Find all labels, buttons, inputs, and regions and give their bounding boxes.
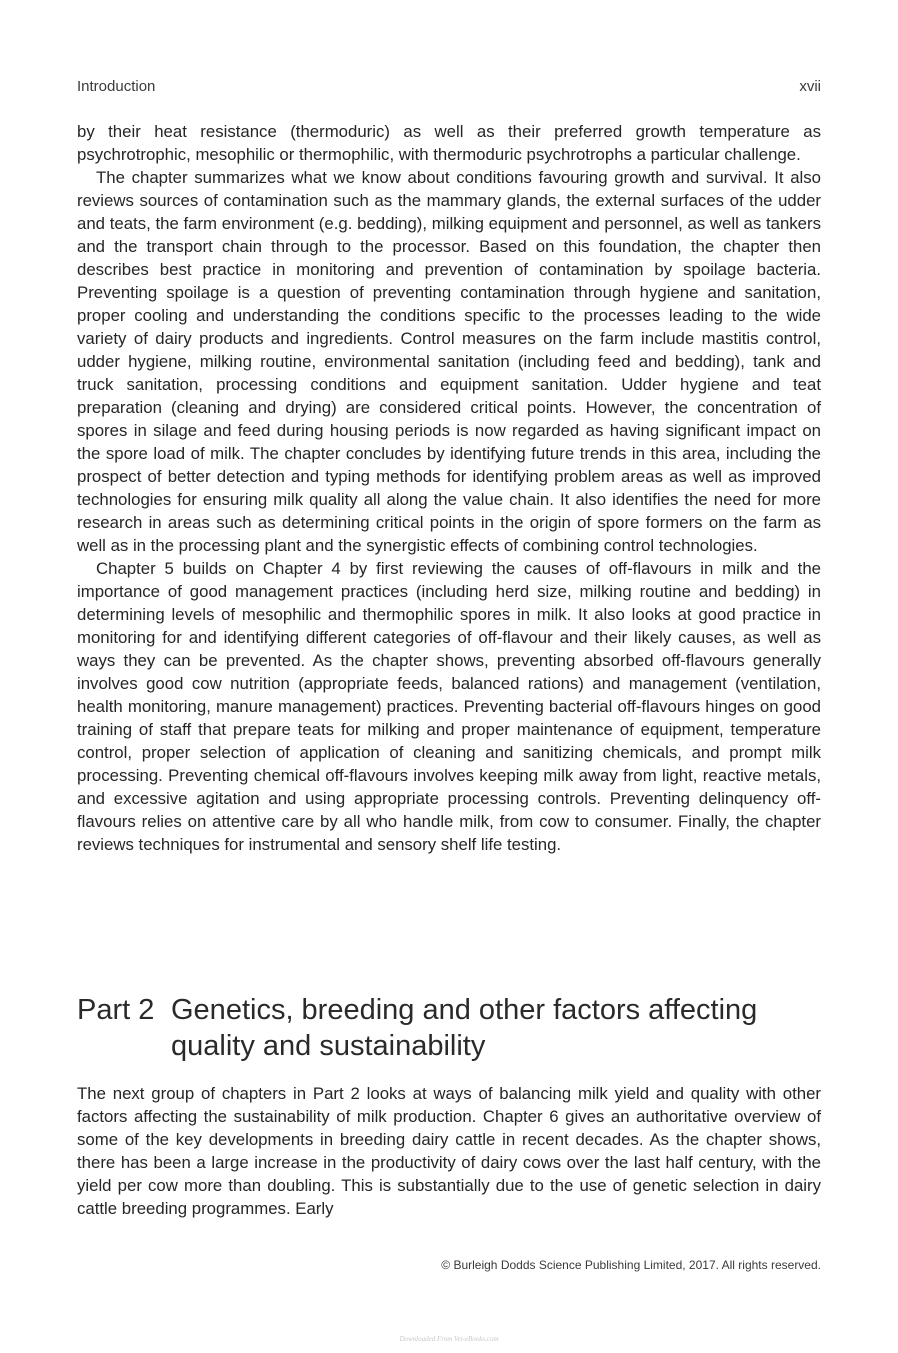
copyright-notice: © Burleigh Dodds Science Publishing Limited, 2017. All rights reserved. — [441, 1258, 821, 1272]
part-heading — [77, 992, 821, 1064]
page-number: xvii — [799, 78, 821, 95]
section-1-body — [77, 120, 821, 856]
paragraph-chapter-5-summary: Chapter 5 builds on Chapter 4 by first reviewing the causes of off-flavours in milk and the importance of good management practices (including herd size, milking routine and bedding) in determining levels of mesophilic and thermophilic spores in milk. It also looks at good practice in monitoring for and identifying different categories of off-flavour and their likely causes, as well as ways they can be prevented. As the chapter shows, preventing absorbed off-flavours generally involves good cow nutrition (appropriate feeds, balanced rations) and management (ventilation, health monitoring, manure management) practices. Preventing bacterial off-flavours hinges on good training of staff that prepare teats for milking and proper maintenance of equipment, temperature control, proper selection of application of cleaning and sanitizing chemicals, and prompt milk processing. Preventing chemical off-flavours involves keeping milk away from light, reactive metals, and excessive agitation and using appropriate processing controls. Preventing delinquency off-flavours relies on attentive care by all who handle milk, from cow to consumer. Finally, the chapter reviews techniques for instrumental and sensory shelf life testing. — [77, 559, 821, 854]
part-title: Genetics, breeding and other factors affecting quality and sustainability — [171, 994, 758, 1062]
running-head-section-title: Introduction — [77, 78, 156, 95]
part-number: Part 2 — [77, 994, 155, 1026]
paragraph-continuation: by their heat resistance (thermoduric) as well as their preferred growth temperature as psychrotrophic, mesophilic or thermophilic, with thermoduric psychrotrophs a particular challenge. — [77, 122, 821, 164]
download-watermark: Downloaded From Vet-eBooks.com — [399, 1335, 499, 1343]
paragraph-chapter-4-summary: The chapter summarizes what we know about conditions favouring growth and survival. It also reviews sources of contamination such as the mammary glands, the external surfaces of the udder and teats, the farm environment (e.g. bedding), milking equipment and personnel, as well as tankers and the transport chain through to the processor. Based on this foundation, the chapter then describes best practice in monitoring and prevention of contamination by spoilage bacteria. Preventing spoilage is a question of preventing contamination through hygiene and sanitation, proper cooling and understanding the conditions specific to the processes leading to the wide variety of dairy products and ingredients. Control measures on the farm include mastitis control, udder hygiene, milking routine, environmental sanitation (including feed and bedding), tank and truck sanitation, processing conditions and equipment sanitation. Udder hygiene and teat preparation (cleaning and drying) are considered critical points. However, the concentration of spores in silage and feed during housing periods is now regarded as having significant impact on the spore load of milk. The chapter concludes by identifying future trends in this area, including the prospect of better detection and typing methods for identifying problem areas as well as improved technologies for ensuring milk quality all along the value chain. It also identifies the need for more research in areas such as determining critical points in the origin of spore formers on the farm as well as in the processing plant and the synergistic effects of combining control technologies. — [77, 168, 821, 555]
running-head — [77, 78, 821, 98]
part-2-body — [77, 1082, 821, 1220]
paragraph-part-2-intro: The next group of chapters in Part 2 looks at ways of balancing milk yield and quality with other factors affecting the sustainability of milk production. Chapter 6 gives an authoritative overview of some of the key developments in breeding dairy cattle in recent decades. As the chapter shows, there has been a large increase in the productivity of dairy cows over the last half century, with the yield per cow more than doubling. This is substantially due to the use of genetic selection in dairy cattle breeding programmes. Early — [77, 1084, 821, 1218]
